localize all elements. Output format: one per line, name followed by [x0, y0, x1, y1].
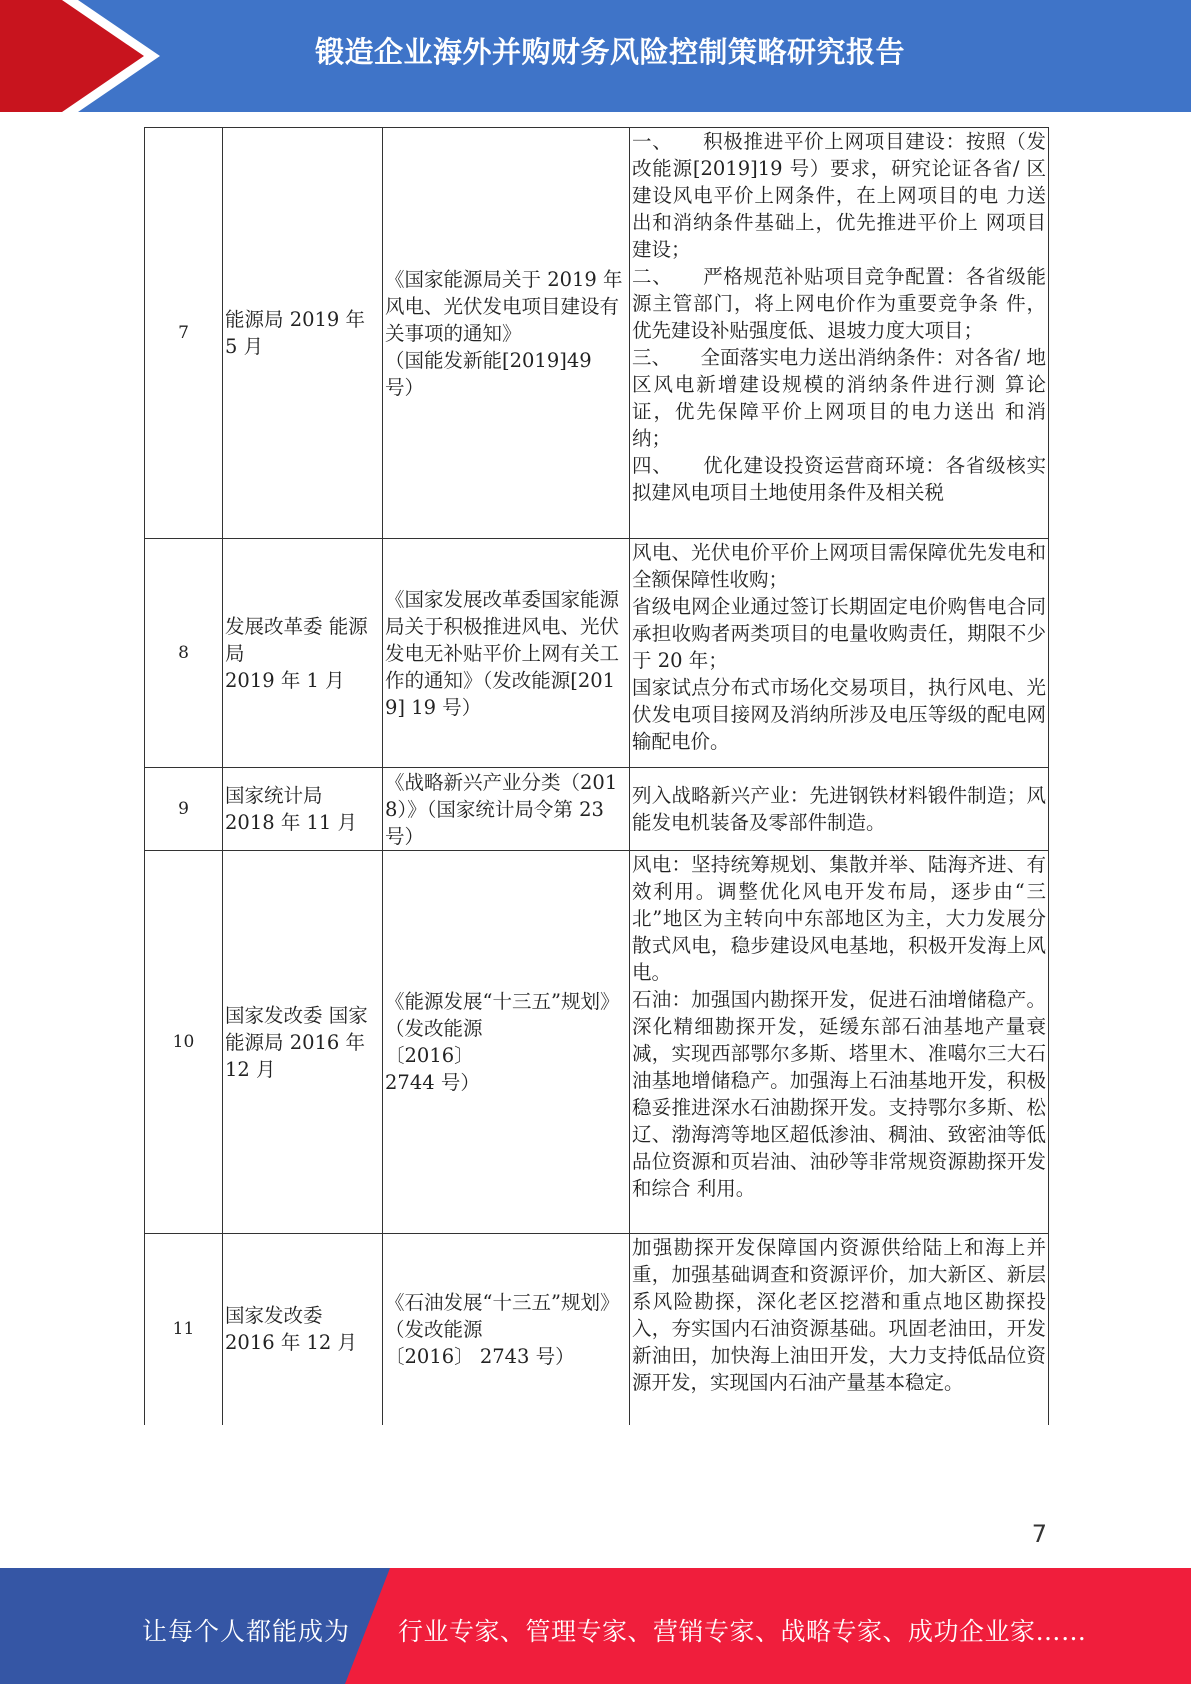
content-cell: [630, 768, 1049, 851]
header-red-chevron: [0, 0, 150, 112]
footer-slogan-right: 行业专家、管理专家、营销专家、战略专家、成功企业家……: [398, 1617, 1087, 1646]
document-line: 《国家能源局关于 2019 年风电、光伏发电项目建设有关事项的通知》: [385, 267, 623, 345]
footer-slogan-left: 让每个人都能成为: [142, 1617, 351, 1646]
content-cell: [630, 1234, 1049, 1425]
document-line: 〔2016〕: [385, 1044, 474, 1067]
issuer-line: 发展改革委 能源局: [225, 614, 368, 665]
issuer-line: 国家发改委 国家能源局 2016 年 12 月: [225, 1003, 368, 1081]
content-paragraph: 一、 积极推进平价上网项目建设：按照（发 改能源[2019]19 号）要求，研究论证各省/ 区建设风电平价上网条件，在上网项目的电 力送出和消纳条件基础上，优先推进平价上 网项目建设；: [632, 130, 1046, 261]
issuer-line: 国家统计局: [225, 784, 323, 807]
issuer-line: 能源局 2019 年: [225, 308, 366, 331]
issuer-line: 5 月: [225, 335, 264, 358]
document-line: 《石油发展“十三五”规划》（发改能源: [385, 1290, 620, 1341]
content-paragraph: 风电、光伏电价平价上网项目需保障优先发电和全额保障性收购；: [632, 541, 1046, 591]
document-line: 2744 号）: [385, 1071, 480, 1094]
content-cell: [630, 128, 1049, 539]
content-paragraph: 国家试点分布式市场化交易项目，执行风电、光伏发电项目接网及消纳所涉及电压等级的配电网输配电价。: [632, 676, 1046, 753]
issuer-cell: [223, 539, 383, 768]
document-cell: [383, 539, 630, 768]
issuer-line: 2018 年 11 月: [225, 811, 358, 834]
row-number: 11: [145, 1234, 223, 1425]
issuer-cell: [223, 851, 383, 1234]
content-paragraph: 省级电网企业通过签订长期固定电价购售电合同承担收购者两类项目的电量收购责任，期限不少于 20 年；: [632, 595, 1046, 672]
content-paragraph: 石油：加强国内勘探开发，促进石油增储稳产。深化精细勘探开发，延缓东部石油基地产量衰减，实现西部鄂尔多斯、塔里木、准噶尔三大石油基地增储稳产。加强海上石油基地开发，积极稳妥推进深水石油勘探开发。支持鄂尔多斯、松辽、渤海湾等地区超低渗油、稠油、致密油等低品位资源和页岩油、油砂等非常规资源勘探开发和综合 利用。: [632, 988, 1046, 1200]
page-header: [0, 0, 1191, 112]
content-cell: [630, 539, 1049, 768]
table-row: [145, 768, 1049, 851]
document-cell: [383, 851, 630, 1234]
document-line: 〔2016〕 2743 号）: [385, 1344, 575, 1368]
content-paragraph: 三、 全面落实电力送出消纳条件：对各省/ 地区风电新增建设规模的消纳条件进行测 算论证，优先保障平价上网项目的电力送出 和消纳；: [632, 346, 1046, 450]
row-number: 10: [145, 851, 223, 1234]
document-cell: [383, 1234, 630, 1425]
content-paragraph: 风电：坚持统筹规划、集散并举、陆海齐进、有效利用。调整优化风电开发布局，逐步由“三北”地区为主转向中东部地区为主，大力发展分散式风电，稳步建设风电基地，积极开发海上风电。: [632, 853, 1046, 984]
table-row: [145, 128, 1049, 539]
document-line: 《能源发展“十三五”规划》（发改能源: [385, 990, 620, 1040]
policy-table: [144, 127, 1049, 1425]
document-cell: [383, 768, 630, 851]
document-line: （国能发新能[2019]49 号）: [385, 348, 592, 399]
table-row: [145, 539, 1049, 768]
table-row: [145, 851, 1049, 1234]
row-number: 8: [145, 539, 223, 768]
document-line: 《国家发展改革委国家能源局关于积极推进风电、光伏发电无补贴平价上网有关工作的通知》（发改能源[2019] 19 号）: [385, 587, 620, 719]
issuer-cell: [223, 1234, 383, 1425]
content-paragraph: 列入战略新兴产业：先进钢铁材料锻件制造；风能发电机装备及零部件制造。: [632, 784, 1046, 834]
issuer-line: 2019 年 1 月: [225, 668, 345, 692]
document-cell: [383, 128, 630, 539]
table-row: [145, 1234, 1049, 1425]
page-footer: [0, 1568, 1191, 1684]
row-number: 9: [145, 768, 223, 851]
content-paragraph: 四、 优化建设投资运营商环境：各省级核实 拟建风电项目土地使用条件及相关税: [632, 454, 1046, 504]
content-clip: [632, 128, 1046, 533]
report-title: 锻造企业海外并购财务风险控制策略研究报告: [314, 35, 905, 69]
content-paragraph: 二、 严格规范补贴项目竞争配置：各省级能 源主管部门，将上网电价作为重要竞争条 件，优先建设补贴强度低、退坡力度大项目；: [632, 265, 1046, 342]
content-cell: [630, 851, 1049, 1234]
issuer-line: 2016 年 12 月: [225, 1331, 358, 1355]
issuer-cell: [223, 128, 383, 539]
issuer-line: 国家发改委: [225, 1304, 323, 1328]
issuer-cell: [223, 768, 383, 851]
row-number: 7: [145, 128, 223, 539]
page-number: 7: [1031, 1520, 1047, 1548]
content-paragraph: 加强勘探开发保障国内资源供给陆上和海上并重，加强基础调查和资源评价，加大新区、新层系风险勘探，深化老区挖潜和重点地区勘探投入，夯实国内石油资源基础。巩固老油田，开发新油田，加快海上油田开发，大力支持低品位资源开发，实现国内石油产量基本稳定。: [632, 1236, 1046, 1394]
document-line: 《战略新兴产业分类（2018）》（国家统计局令第 23 号）: [385, 770, 618, 848]
